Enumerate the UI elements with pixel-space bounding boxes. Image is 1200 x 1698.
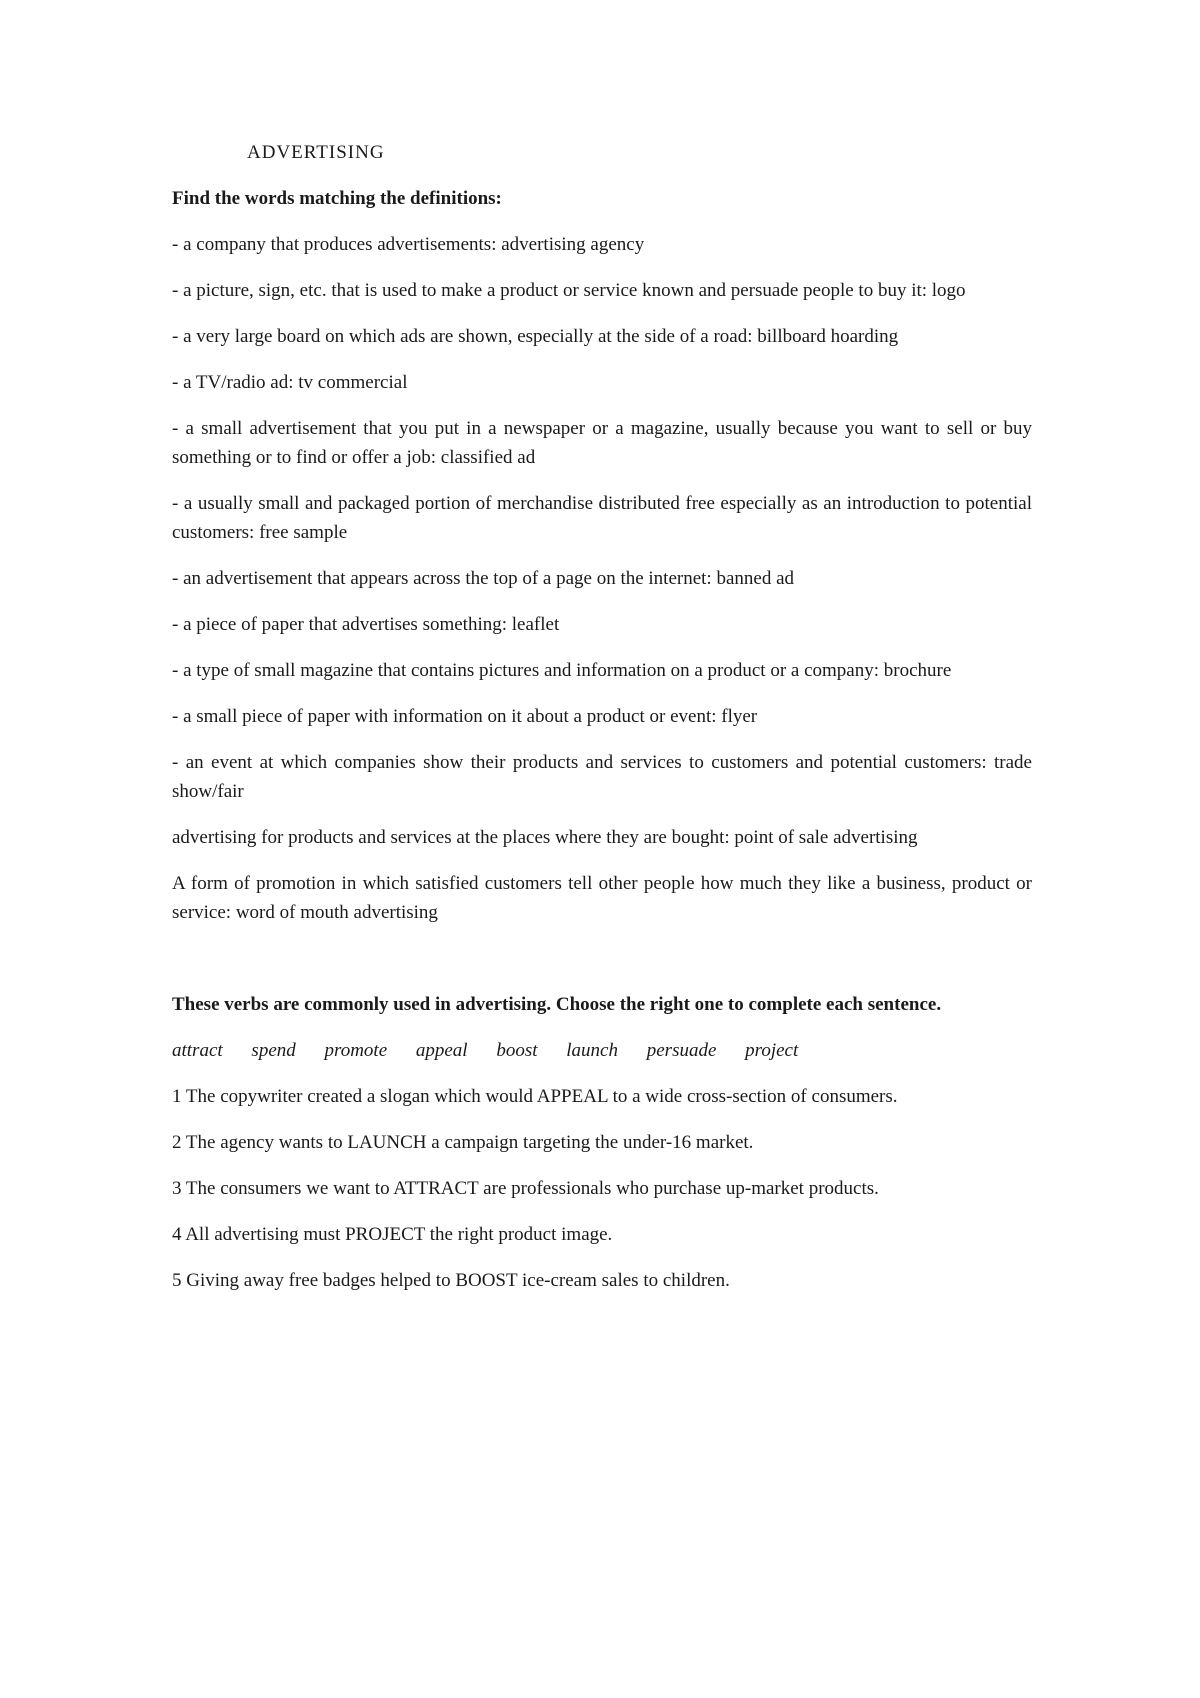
verb-word: persuade [646, 1040, 717, 1061]
verb-list [172, 1036, 1032, 1065]
definition-item: - a picture, sign, etc. that is used to make a product or service known and persuade people to buy it: logo [172, 280, 966, 301]
sentence-item: 3 The consumers we want to ATTRACT are professionals who purchase up-market products. [172, 1178, 879, 1199]
definition-item: - a very large board on which ads are shown, especially at the side of a road: billboard hoarding [172, 326, 899, 347]
definition-item: advertising for products and services at the places where they are bought: point of sale advertising [172, 827, 918, 848]
definition-item: A form of promotion in which satisfied customers tell other people how much they like a business, product or service: word of mouth advertising [172, 873, 1032, 923]
definition-item: - a TV/radio ad: tv commercial [172, 372, 408, 393]
definition-item: - a type of small magazine that contains pictures and information on a product or a company: brochure [172, 660, 952, 681]
verb-word: project [745, 1040, 799, 1061]
definition-item: - a piece of paper that advertises something: leaflet [172, 614, 560, 635]
sentence-item: 4 All advertising must PROJECT the right product image. [172, 1224, 613, 1245]
definition-item: - an event at which companies show their products and services to customers and potential customers: trade show/fair [172, 752, 1032, 802]
definition-item: - a small piece of paper with information on it about a product or event: flyer [172, 706, 758, 727]
definition-item: - a usually small and packaged portion of merchandise distributed free especially as an introduction to potential customers: free sample [172, 493, 1032, 543]
verb-word: boost [496, 1040, 538, 1061]
definition-item: - a small advertisement that you put in a newspaper or a magazine, usually because you want to sell or buy something or to find or offer a job: classified ad [172, 418, 1032, 468]
sentence-item: 2 The agency wants to LAUNCH a campaign targeting the under-16 market. [172, 1132, 754, 1153]
definitions-list [172, 230, 1032, 927]
verb-word: spend [251, 1040, 296, 1061]
sentence-item: 5 Giving away free badges helped to BOOST ice-cream sales to children. [172, 1270, 730, 1291]
sentence-list [172, 1082, 1032, 1295]
verb-word: attract [172, 1040, 223, 1061]
document-title: ADVERTISING [247, 142, 385, 163]
definition-item: - an advertisement that appears across the top of a page on the internet: banned ad [172, 568, 795, 589]
verb-word: promote [324, 1040, 388, 1061]
verbs-heading: These verbs are commonly used in advertising. Choose the right one to complete each sentence. [172, 994, 942, 1015]
definition-item: - a company that produces advertisements: advertising agency [172, 234, 645, 255]
definitions-heading: Find the words matching the definitions: [172, 188, 502, 209]
sentence-item: 1 The copywriter created a slogan which would APPEAL to a wide cross-section of consumers. [172, 1086, 898, 1107]
verb-word: appeal [415, 1040, 468, 1061]
verb-word: launch [566, 1040, 618, 1061]
document-page [172, 138, 1032, 1312]
section-spacer [172, 944, 1032, 990]
